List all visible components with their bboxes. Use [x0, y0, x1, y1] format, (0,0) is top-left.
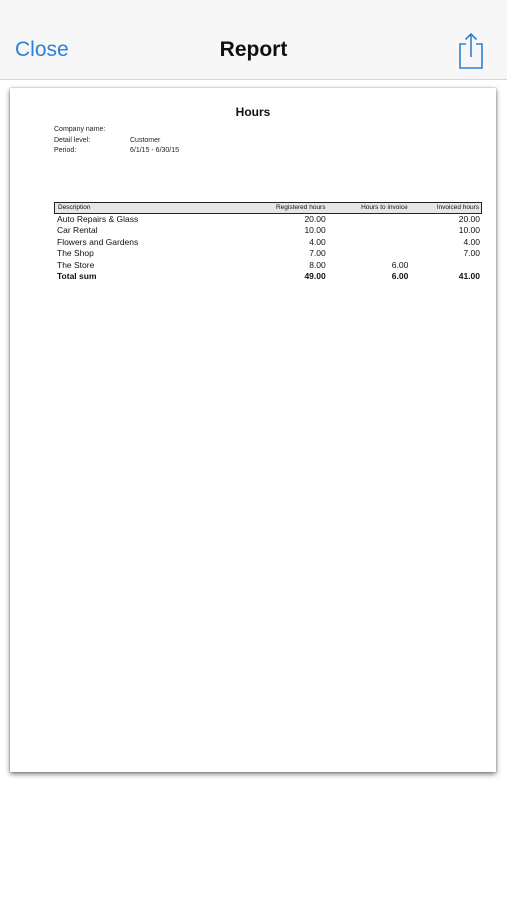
cell-registered: 10.00 — [304, 225, 326, 236]
cell-registered: 8.00 — [309, 259, 326, 270]
cell-to-invoice — [326, 248, 409, 259]
column-header: Description — [58, 204, 91, 211]
meta-detail-row — [54, 136, 179, 147]
cell-invoiced — [408, 260, 482, 271]
hours-table — [54, 202, 482, 282]
total-label: Total sum — [57, 270, 97, 281]
meta-period-row — [54, 146, 179, 157]
report-preview-area[interactable] — [0, 80, 507, 900]
close-button[interactable]: Close — [15, 38, 69, 61]
cell-registered: 7.00 — [309, 248, 326, 259]
page-title: Report — [219, 38, 288, 61]
report-title: Hours — [235, 105, 271, 119]
cell-registered: 4.00 — [309, 236, 326, 247]
cell-description: Flowers and Gardens — [57, 236, 139, 247]
share-button[interactable] — [456, 32, 486, 70]
cell-invoiced: 10.00 — [458, 225, 480, 236]
meta-value: Customer — [130, 136, 161, 144]
table-row — [54, 214, 482, 225]
cell-to-invoice — [326, 225, 409, 236]
total-invoiced: 41.00 — [458, 270, 480, 281]
cell-description: Car Rental — [57, 225, 98, 236]
cell-description: Auto Repairs & Glass — [57, 214, 139, 224]
meta-label: Period: — [54, 147, 77, 154]
cell-registered: 20.00 — [304, 214, 326, 224]
table-row — [54, 260, 482, 271]
table-row — [54, 248, 482, 259]
column-header: Hours to invoice — [361, 204, 408, 211]
cell-description: The Shop — [57, 248, 94, 259]
report-meta — [54, 125, 179, 157]
meta-value: 6/1/15 - 6/30/15 — [130, 147, 180, 154]
cell-to-invoice: 6.00 — [391, 259, 409, 270]
report-page — [10, 88, 496, 772]
table-row — [54, 225, 482, 236]
table-header — [54, 202, 482, 214]
column-header: Registered hours — [275, 204, 326, 211]
cell-invoiced: 7.00 — [463, 248, 480, 259]
meta-label: Company name: — [54, 126, 106, 133]
navigation-bar — [0, 0, 507, 80]
cell-description: The Store — [57, 259, 95, 270]
total-to-invoice: 6.00 — [391, 270, 409, 281]
meta-company-row — [54, 125, 179, 136]
total-row — [54, 271, 482, 282]
table-row — [54, 237, 482, 248]
column-header: Invoiced hours — [436, 204, 480, 211]
cell-to-invoice — [326, 237, 409, 248]
cell-to-invoice — [326, 214, 409, 225]
share-icon — [456, 32, 486, 70]
cell-invoiced: 20.00 — [458, 214, 480, 224]
total-registered: 49.00 — [304, 270, 326, 281]
meta-label: Detail level: — [54, 136, 91, 144]
cell-invoiced: 4.00 — [463, 236, 480, 247]
